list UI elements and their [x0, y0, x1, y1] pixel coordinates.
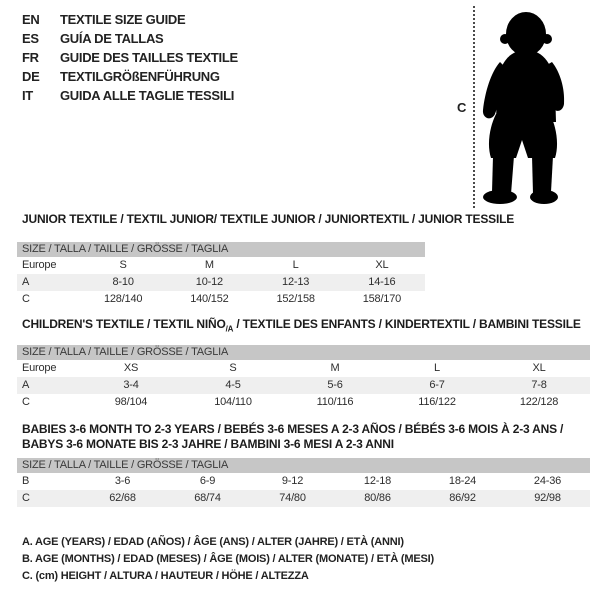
height-cell: 104/110 [214, 396, 252, 408]
height-cell: 86/92 [449, 492, 476, 504]
height-measure-label: C [457, 100, 467, 115]
dotted-height-line [473, 6, 475, 208]
table-row [17, 257, 425, 274]
height-cell: 74/80 [279, 492, 306, 504]
size-header-bar: SIZE / TALLA / TAILLE / GRÖSSE / TAGLIA [17, 345, 590, 360]
age-cell: 4-5 [225, 379, 241, 391]
language-title: TEXTILE SIZE GUIDE [60, 12, 186, 27]
height-cell: 110/116 [316, 396, 354, 408]
size-cell: M [330, 362, 340, 374]
row-label: C [22, 293, 30, 305]
language-title: GUÍA DE TALLAS [60, 31, 164, 46]
table-row [17, 394, 590, 411]
language-title: GUIDA ALLE TAGLIE TESSILI [60, 88, 235, 103]
language-title: GUIDE DES TAILLES TEXTILE [60, 50, 238, 65]
baby-silhouette-image [481, 8, 569, 208]
language-row [22, 48, 238, 67]
height-cell: 158/170 [362, 293, 402, 305]
table-row [17, 274, 425, 291]
age-cell: 3-6 [114, 475, 131, 487]
title-subscript: /A [225, 324, 234, 334]
language-code: EN [22, 12, 40, 27]
height-figure [448, 4, 578, 214]
height-cell: 92/98 [534, 492, 561, 504]
section-title-junior: JUNIOR TEXTILE / TEXTIL JUNIOR/ TEXTILE JUNIOR / JUNIORTEXTIL / JUNIOR TESSILE [22, 212, 515, 226]
title-text: / TEXTILE DES ENFANTS / KINDERTEXTIL / BAMBINI TESSILE [233, 317, 581, 331]
language-list [22, 10, 238, 105]
age-cell: 14-16 [368, 276, 396, 288]
height-cell: 152/158 [276, 293, 315, 305]
title-line-2: BABYS 3-6 MONATE BIS 2-3 JAHRE / BAMBINI 3-6 MESI A 2-3 ANNI [22, 437, 394, 451]
legend-notes [22, 534, 434, 585]
row-label: B [22, 475, 30, 487]
age-cell: 5-6 [327, 379, 343, 391]
language-row [22, 29, 238, 48]
size-header-bar: SIZE / TALLA / TAILLE / GRÖSSE / TAGLIA [17, 242, 425, 257]
title-line-1: BABIES 3-6 MONTH TO 2-3 YEARS / BEBÉS 3-6 MESES A 2-3 AÑOS / BÉBÉS 3-6 MOIS À 2-3 ANS / [22, 422, 564, 436]
age-cell: 10-12 [195, 276, 223, 288]
row-label: C [22, 492, 30, 504]
size-cell: XS [123, 362, 139, 374]
children-size-table [17, 345, 590, 411]
size-cell: L [434, 362, 440, 374]
size-cell: S [119, 259, 127, 271]
table-row [17, 291, 425, 308]
age-cell: 18-24 [448, 475, 477, 487]
height-cell: 116/122 [418, 396, 456, 408]
language-code: ES [22, 31, 39, 46]
size-cell: XL [532, 362, 546, 374]
table-row [17, 360, 590, 377]
age-cell: 3-4 [123, 379, 139, 391]
size-cell: S [229, 362, 237, 374]
height-cell: 140/152 [190, 293, 229, 305]
age-cell: 9-12 [281, 475, 304, 487]
row-label: Europe [22, 362, 57, 374]
language-code: FR [22, 50, 39, 65]
note-height: C. (cm) HEIGHT / ALTURA / HAUTEUR / HÖHE / ALTEZZA [22, 570, 309, 582]
row-label: A [22, 276, 30, 288]
height-cell: 98/104 [114, 396, 148, 408]
age-cell: 12-13 [282, 276, 310, 288]
table-row [17, 490, 590, 507]
height-cell: 128/140 [103, 293, 143, 305]
age-cell: 6-9 [199, 475, 216, 487]
height-cell: 62/68 [109, 492, 136, 504]
language-code: IT [22, 88, 33, 103]
height-cell: 68/74 [194, 492, 221, 504]
age-cell: 12-18 [363, 475, 392, 487]
height-cell: 122/128 [519, 396, 559, 408]
age-cell: 6-7 [429, 379, 445, 391]
size-header-bar: SIZE / TALLA / TAILLE / GRÖSSE / TAGLIA [17, 458, 590, 473]
table-row [17, 473, 590, 490]
language-row [22, 86, 238, 105]
language-code: DE [22, 69, 40, 84]
row-label: A [22, 379, 30, 391]
height-cell: 80/86 [364, 492, 391, 504]
note-age-years: A. AGE (YEARS) / EDAD (AÑOS) / ÂGE (ANS) / ALTER (JAHRE) / ETÀ (ANNI) [22, 536, 404, 548]
babies-size-table [17, 458, 590, 507]
language-row [22, 10, 238, 29]
section-title-children [22, 317, 581, 333]
language-title: TEXTILGRÖßENFÜHRUNG [60, 69, 220, 84]
size-cell: XL [375, 259, 389, 271]
note-age-months: B. AGE (MONTHS) / EDAD (MESES) / ÂGE (MOIS) / ALTER (MONATE) / ETÀ (MESI) [22, 553, 434, 565]
size-cell: M [204, 259, 214, 271]
title-text: CHILDREN'S TEXTILE / TEXTIL NIÑO [22, 317, 226, 331]
age-cell: 8-10 [112, 276, 134, 288]
table-row [17, 377, 590, 394]
age-cell: 24-36 [533, 475, 562, 487]
junior-size-table [17, 242, 425, 308]
age-cell: 7-8 [531, 379, 547, 391]
row-label: C [22, 396, 30, 408]
size-cell: L [292, 259, 299, 271]
language-row [22, 67, 238, 86]
section-title-babies [22, 422, 563, 452]
row-label: Europe [22, 259, 57, 271]
